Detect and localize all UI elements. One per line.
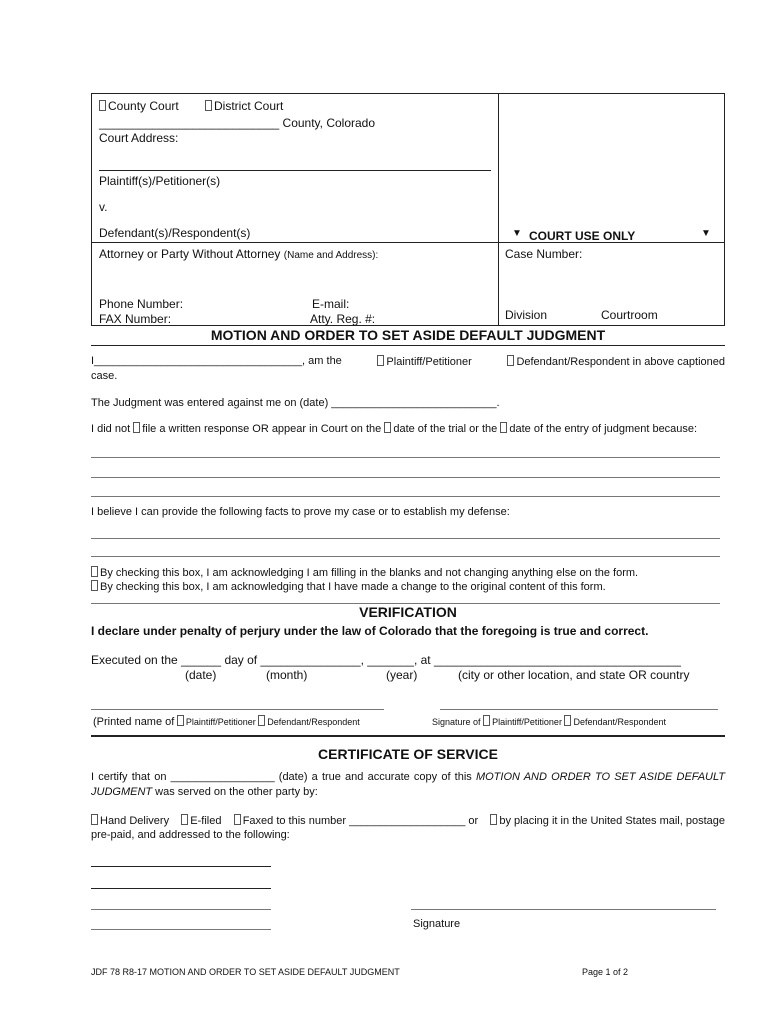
attorney-label: Attorney or Party Without Attorney (Name and Address): bbox=[99, 247, 379, 261]
intro-line-end: case. bbox=[91, 370, 118, 382]
reason-line-3[interactable] bbox=[91, 496, 720, 497]
plaintiff-label: Plaintiff(s)/Petitioner(s) bbox=[99, 174, 221, 188]
case-number-label: Case Number: bbox=[505, 247, 583, 261]
email-label: E-mail: bbox=[312, 297, 350, 311]
acknowledge-unchanged-option[interactable]: By checking this box, I am acknowledging I am filling in the blanks and not changing anything else on the form. bbox=[91, 566, 638, 579]
arrow-down-icon: ▼ bbox=[701, 228, 711, 239]
printed-defendant-checkbox[interactable] bbox=[258, 715, 265, 726]
signature-caption: Signature of Plaintiff/Petitioner Defendant/Respondent bbox=[432, 717, 667, 727]
atty-reg-label: Atty. Reg. #: bbox=[310, 312, 376, 326]
did-not-line: I did not file a written response OR appear in Court on the date of the trial or the date of the entry of judgment because: bbox=[91, 423, 698, 435]
date-trial-checkbox[interactable] bbox=[384, 422, 391, 433]
signature-line[interactable] bbox=[440, 709, 718, 710]
county-court-checkbox[interactable] bbox=[99, 100, 106, 111]
facts-line-1[interactable] bbox=[91, 538, 720, 539]
caption-rule-bottom bbox=[91, 325, 725, 326]
county-court-option[interactable]: County Court bbox=[99, 99, 179, 113]
form-id: JDF 78 R8-17 MOTION AND ORDER TO SET ASIDE DEFAULT JUDGMENT bbox=[91, 967, 400, 977]
document-title: MOTION AND ORDER TO SET ASIDE DEFAULT JUDGMENT bbox=[210, 327, 606, 343]
district-court-checkbox[interactable] bbox=[205, 100, 212, 111]
division-label: Division bbox=[505, 308, 548, 322]
efiled-option[interactable]: E-filed bbox=[181, 814, 221, 827]
efiled-checkbox[interactable] bbox=[181, 814, 188, 825]
page-number: Page 1 of 2 bbox=[582, 967, 629, 977]
mail-checkbox[interactable] bbox=[490, 814, 497, 825]
faxed-option[interactable]: Faxed to this number ___________________ or bbox=[234, 814, 478, 827]
location-caption: (city or other location, and state OR country bbox=[458, 668, 690, 682]
printed-plaintiff-checkbox[interactable] bbox=[177, 715, 184, 726]
executed-line[interactable]: Executed on the ______ day of _______________, _______, at _____________________________________ bbox=[91, 653, 681, 667]
phone-label: Phone Number: bbox=[99, 297, 184, 311]
court-address-label: Court Address: bbox=[99, 131, 179, 145]
intro-plaintiff-option[interactable]: Plaintiff/Petitioner bbox=[377, 355, 471, 368]
signature-label: Signature bbox=[413, 918, 461, 930]
reason-line-1[interactable] bbox=[91, 457, 720, 458]
certificate-heading: CERTIFICATE OF SERVICE bbox=[318, 746, 498, 762]
versus-label: v. bbox=[99, 200, 108, 214]
date-entry-checkbox[interactable] bbox=[500, 422, 507, 433]
printed-name-line[interactable] bbox=[91, 709, 384, 710]
county-line[interactable]: ___________________________ County, Colorado bbox=[99, 116, 376, 130]
facts-line-2[interactable] bbox=[91, 556, 720, 557]
address-line-2[interactable] bbox=[91, 888, 271, 889]
district-court-option[interactable]: District Court bbox=[205, 99, 283, 113]
court-use-only: ▼ COURT USE ONLY bbox=[512, 228, 636, 243]
acknowledge-unchanged-checkbox[interactable] bbox=[91, 566, 98, 577]
declaration-text: I declare under penalty of perjury under the law of Colorado that the foregoing is true and correct. bbox=[91, 624, 649, 638]
year-caption: (year) bbox=[386, 668, 418, 682]
believe-line: I believe I can provide the following facts to prove my case or to establish my defense: bbox=[91, 506, 510, 518]
intro-defendant-checkbox[interactable] bbox=[507, 355, 514, 366]
faxed-checkbox[interactable] bbox=[234, 814, 241, 825]
acknowledge-changed-option[interactable]: By checking this box, I am acknowledging that I have made a change to the original content of this form. bbox=[91, 580, 606, 593]
address-line-4[interactable] bbox=[91, 929, 271, 930]
address-line-1[interactable] bbox=[91, 866, 271, 867]
month-caption: (month) bbox=[266, 668, 308, 682]
sig-plaintiff-checkbox[interactable] bbox=[483, 715, 490, 726]
hand-delivery-option[interactable]: Hand Delivery bbox=[91, 814, 169, 827]
caption-divider bbox=[498, 93, 499, 326]
hand-delivery-checkbox[interactable] bbox=[91, 814, 98, 825]
intro-line: I__________________________________, am the Plaintiff/Petitioner Defendant/Respondent in above captioned bbox=[91, 355, 725, 368]
title-rule bbox=[91, 345, 725, 346]
prepaid-text: pre-paid, and addressed to the following: bbox=[91, 829, 290, 841]
intro-defendant-option[interactable]: Defendant/Respondent in above captioned bbox=[507, 355, 725, 368]
file-response-checkbox[interactable] bbox=[133, 422, 140, 433]
intro-plaintiff-checkbox[interactable] bbox=[377, 355, 384, 366]
reason-line-2[interactable] bbox=[91, 477, 720, 478]
certificate-signature-line[interactable] bbox=[411, 909, 716, 910]
judgment-entered-line[interactable]: The Judgment was entered against me on (date) ___________________________. bbox=[91, 397, 500, 409]
date-caption: (date) bbox=[185, 668, 217, 682]
certificate-divider bbox=[91, 735, 725, 737]
fax-label: FAX Number: bbox=[99, 312, 172, 326]
sig-defendant-checkbox[interactable] bbox=[564, 715, 571, 726]
verification-heading: VERIFICATION bbox=[359, 604, 457, 620]
certify-text: I certify that on _________________ (date) a true and accurate copy of this MOTION AND ORDER TO SET ASIDE DEFAULT JUDGMENT was served on the other party by: bbox=[91, 771, 726, 798]
court-address-line[interactable] bbox=[99, 170, 491, 171]
acknowledge-changed-checkbox[interactable] bbox=[91, 580, 98, 591]
courtroom-label: Courtroom bbox=[601, 308, 658, 322]
mail-option[interactable]: by placing it in the United States mail, postage bbox=[490, 814, 725, 827]
defendant-label: Defendant(s)/Respondent(s) bbox=[99, 226, 251, 240]
arrow-down-icon: ▼ bbox=[512, 228, 522, 239]
address-line-3[interactable] bbox=[91, 909, 271, 910]
service-method-line bbox=[91, 814, 725, 827]
printed-name-caption: (Printed name of Plaintiff/Petitioner Defendant/Respondent bbox=[93, 716, 360, 728]
